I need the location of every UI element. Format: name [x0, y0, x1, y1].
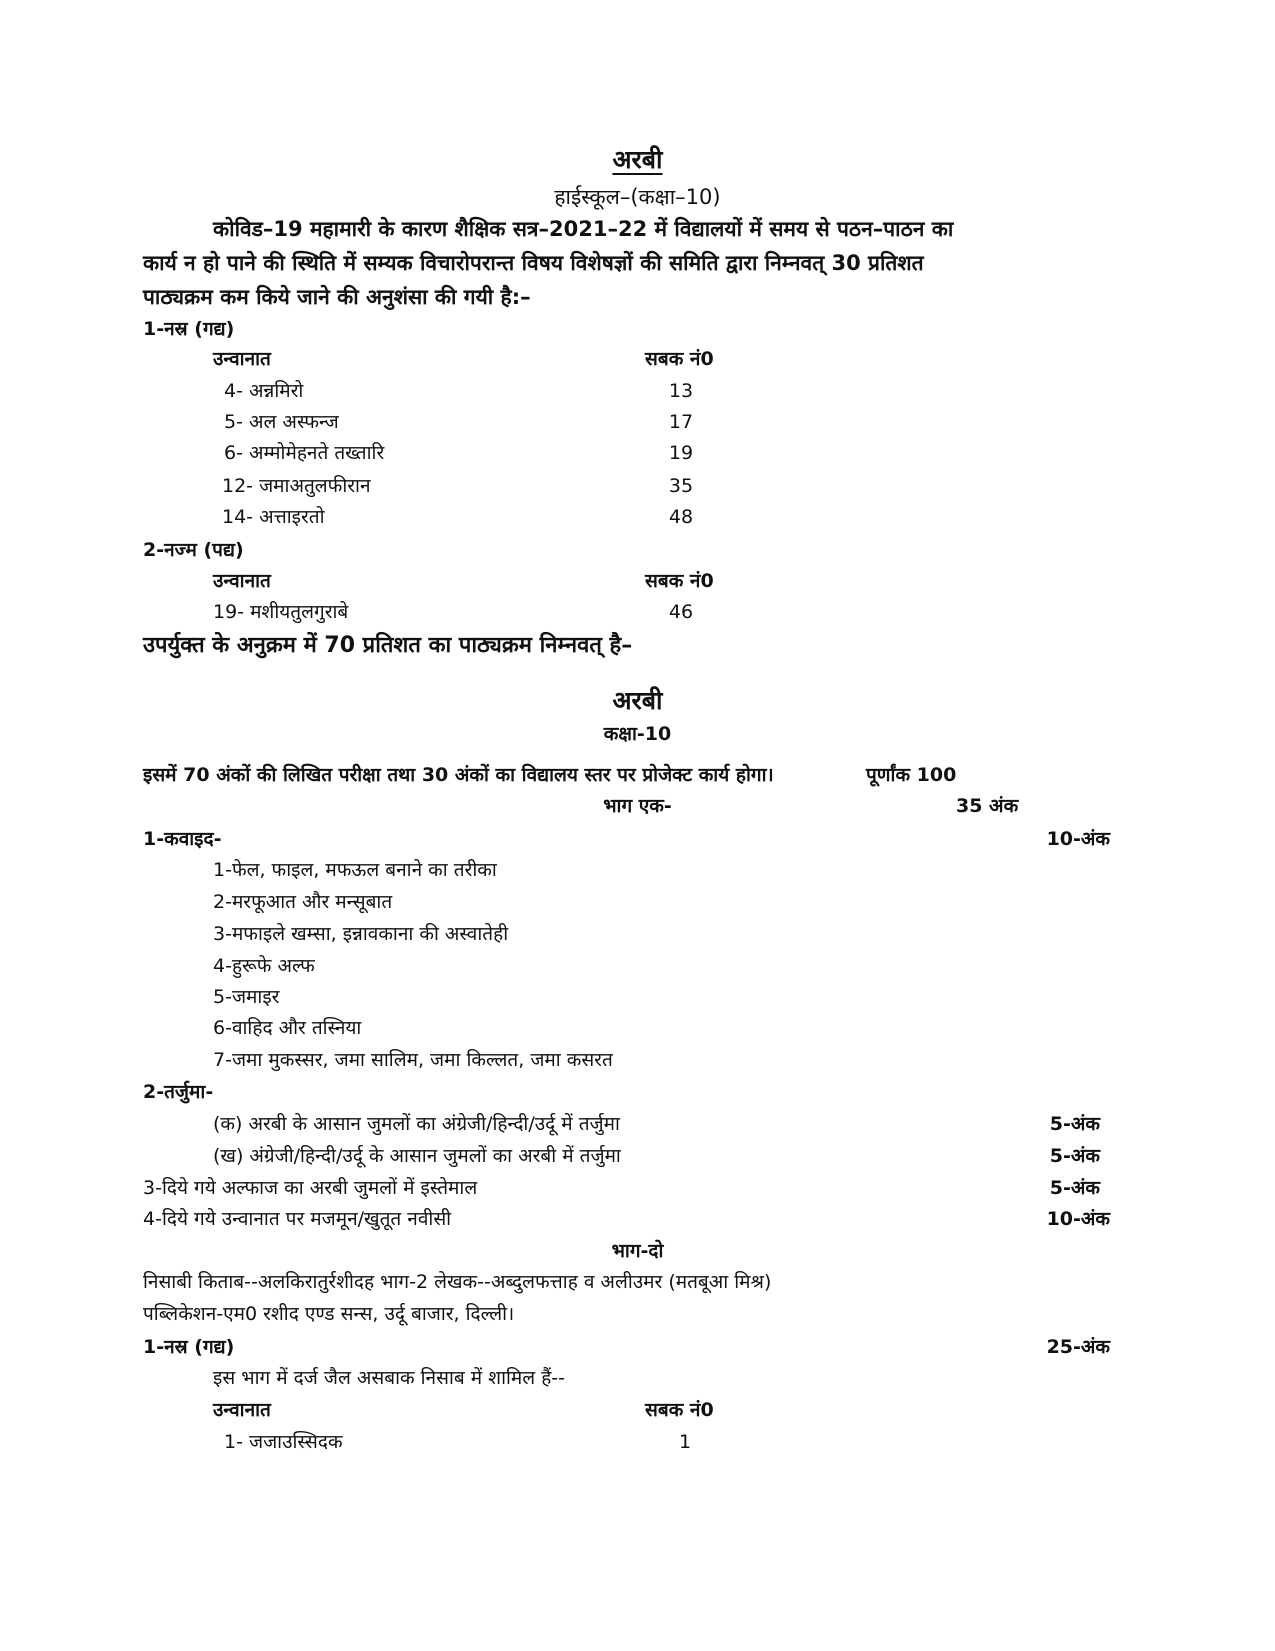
- page-title: अरबी: [612, 145, 663, 174]
- list-item: 4-हुरूफे अल्फ: [213, 955, 315, 977]
- list-item: 4-दिये गये उन्वानात पर मजमून/खुतूत नवीसी: [143, 1208, 452, 1230]
- tarjuma-heading: 2-तर्जुमा-: [143, 1081, 214, 1103]
- table-row-lesson: 46: [668, 601, 694, 623]
- item-marks: 10-अंक: [1046, 1208, 1110, 1230]
- reduced-section2-col-topic: उन्वानात: [213, 570, 271, 592]
- table-row-topic: 19- मशीयतुलगुराबे: [213, 601, 349, 623]
- table-row-topic: 12- जमाअतुलफीरान: [222, 475, 371, 497]
- reduced-section1-col-topic: उन्वानात: [213, 348, 271, 370]
- table-row-topic: 1- जजाउस्सिदक: [224, 1431, 343, 1453]
- table-row-lesson: 35: [668, 475, 694, 497]
- list-item: 2-मरफूआत और मन्सूबात: [213, 891, 393, 913]
- book-line-2: पब्लिकेशन-एम0 रशीद एण्ड सन्स, उर्दू बाजार, दिल्ली।: [143, 1303, 515, 1325]
- list-item: (ख) अंग्रेजी/हिन्दी/उर्दू के आसान जुमलों का अरबी में तर्जुमा: [213, 1145, 621, 1167]
- table-row-lesson: 19: [668, 442, 694, 464]
- part1-marks: 35 अंक: [956, 795, 1019, 817]
- nasr-note: इस भाग में दर्ज जैल असबाक निसाब में शामिल हैं--: [213, 1367, 566, 1389]
- part2-title: भाग-दो: [611, 1240, 664, 1262]
- reduced-section1-col-lesson: सबक नं0: [645, 348, 714, 370]
- syllabus-title: अरबी: [612, 686, 663, 715]
- nasr-marks: 25-अंक: [1046, 1336, 1110, 1358]
- list-item: 1-फेल, फाइल, मफऊल बनाने का तरीका: [213, 859, 497, 881]
- item-marks: 5-अंक: [1049, 1177, 1100, 1199]
- reduced-section2-col-lesson: सबक नं0: [645, 570, 714, 592]
- intro-line-2: कार्य न हो पाने की स्थिति में सम्यक विचारोपरान्त विषय विशेषज्ञों की समिति द्वारा निम्नवत् 30 प्रतिशत: [143, 251, 924, 275]
- continuation-statement: उपर्युक्त के अनुक्रम में 70 प्रतिशत का पाठ्यक्रम निम्नवत् है–: [143, 633, 633, 658]
- reduced-section1-heading: 1-नस्र (गद्य): [143, 318, 235, 340]
- list-item: 5-जमाइर: [213, 986, 280, 1008]
- table-row-lesson: 48: [668, 506, 694, 528]
- part1-title: भाग एक-: [603, 795, 672, 817]
- table-row-topic: 4- अन्नमिरो: [224, 380, 304, 402]
- table-row-topic: 6- अम्मोमेहनते तख्तारि: [224, 442, 385, 464]
- nasr-heading: 1-नस्र (गद्य): [143, 1336, 235, 1358]
- intro-line-3: पाठ्यक्रम कम किये जाने की अनुशंसा की गयी है:–: [143, 285, 531, 309]
- syllabus-class: कक्षा-10: [603, 723, 672, 745]
- page-subtitle: हाईस्कूल–(कक्षा–10): [554, 185, 721, 209]
- qawaid-heading: 1-कवाइद-: [143, 828, 222, 850]
- table-row-lesson: 1: [678, 1431, 692, 1453]
- exam-note: इसमें 70 अंकों की लिखित परीक्षा तथा 30 अंकों का विद्यालय स्तर पर प्रोजेक्ट कार्य होगा।: [143, 764, 774, 786]
- table-row-topic: 5- अल अस्फन्ज: [224, 411, 339, 433]
- table-row-lesson: 17: [668, 411, 694, 433]
- qawaid-marks: 10-अंक: [1046, 828, 1110, 850]
- table-row-lesson: 13: [668, 380, 694, 402]
- table-row-topic: 14- अत्ताइरतो: [222, 506, 325, 528]
- item-marks: 5-अंक: [1049, 1145, 1100, 1167]
- nasr-col-topic: उन्वानात: [213, 1399, 271, 1421]
- intro-line-1: कोविड–19 महामारी के कारण शैक्षिक सत्र–2021–22 में विद्यालयों में समय से पठन–पाठन का: [213, 217, 954, 241]
- book-line-1: निसाबी किताब--अलकिरातुर्रशीदह भाग-2 लेखक--अब्दुलफत्ताह व अलीउमर (मतबूआ मिश्र): [143, 1271, 772, 1293]
- nasr-col-lesson: सबक नं0: [645, 1399, 714, 1421]
- full-marks: पूर्णांक 100: [866, 764, 957, 786]
- list-item: 3-मफाइले खम्सा, इन्नावकाना की अस्वातेही: [213, 923, 509, 945]
- item-marks: 5-अंक: [1049, 1113, 1100, 1135]
- list-item: (क) अरबी के आसान जुमलों का अंग्रेजी/हिन्दी/उर्दू में तर्जुमा: [213, 1113, 620, 1135]
- list-item: 7-जमा मुकस्सर, जमा सालिम, जमा किल्लत, जमा कसरत: [213, 1049, 613, 1071]
- reduced-section2-heading: 2-नज्म (पद्य): [143, 539, 244, 561]
- list-item: 3-दिये गये अल्फाज का अरबी जुमलों में इस्तेमाल: [143, 1177, 478, 1199]
- list-item: 6-वाहिद और तस्निया: [213, 1017, 362, 1039]
